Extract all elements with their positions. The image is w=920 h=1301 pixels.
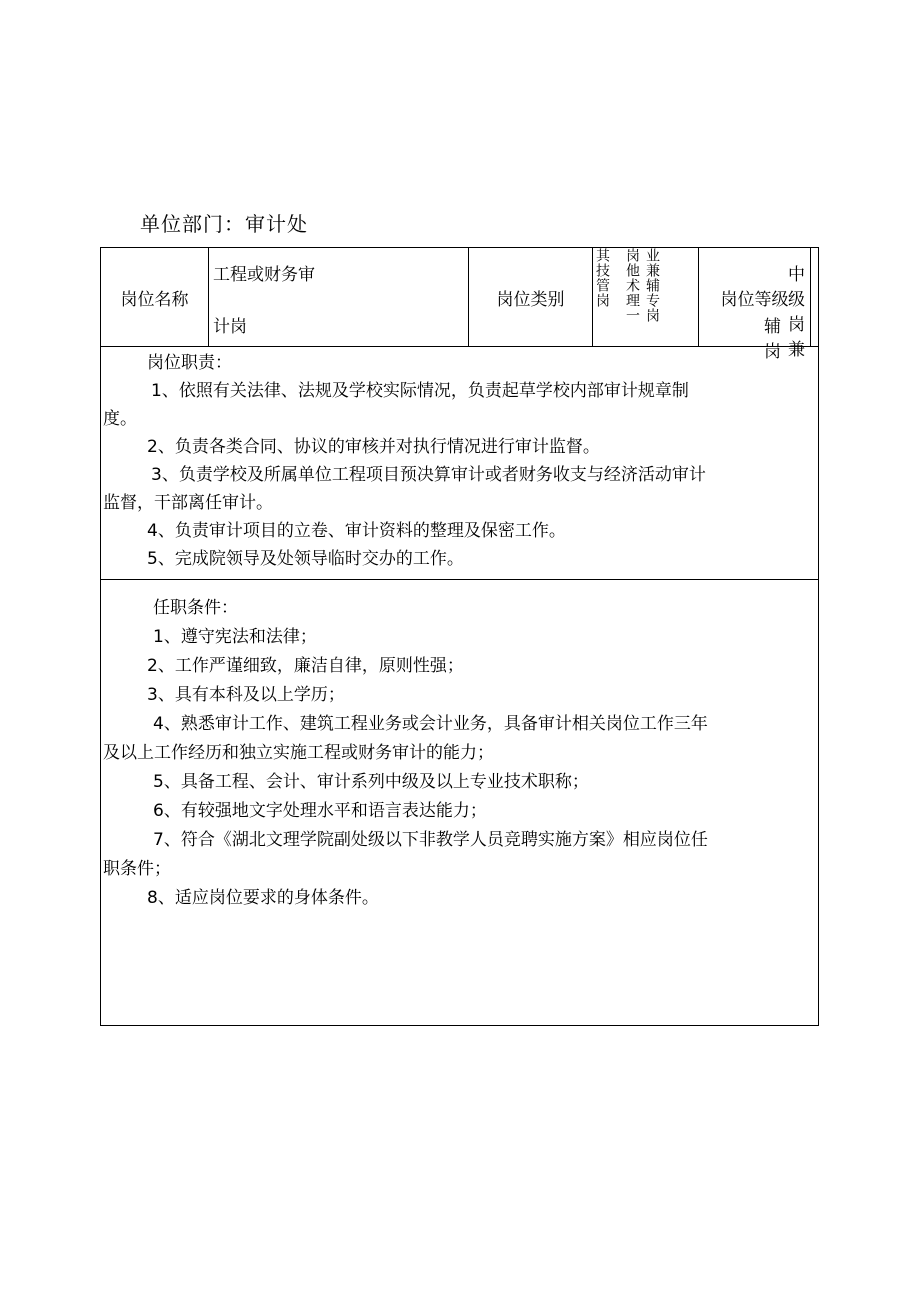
category-col3: 业兼辅专岗 (644, 248, 660, 323)
duty-line: 监督，干部离任审计。 (103, 493, 273, 513)
post-name-line1: 工程或财务审 (213, 265, 315, 285)
requirement-line: 5、具备工程、会计、审计系列中级及以上专业技术职称； (153, 772, 589, 792)
requirement-line: 及以上工作经历和独立实施工程或财务审计的能力； (103, 743, 494, 763)
job-table (100, 247, 819, 1026)
grade-label: 岗位等级 (699, 248, 811, 346)
category-label: 岗位类别 (469, 248, 593, 346)
duty-line: 2、负责各类合同、协议的审核并对执行情况进行审计监督。 (147, 437, 600, 457)
post-name-line2: 计岗 (213, 317, 247, 337)
requirement-line: 8、适应岗位要求的身体条件。 (147, 888, 379, 908)
requirement-line: 3、具有本科及以上学历； (147, 685, 345, 705)
duties-title: 岗位职责： (147, 353, 232, 373)
header-row (101, 248, 818, 362)
category-value (593, 248, 699, 346)
duty-line: 3、负责学校及所属单位工程项目预决算审计或者财务收支与经济活动审计 (151, 465, 706, 485)
post-name-label: 岗位名称 (101, 248, 209, 346)
requirement-line: 2、工作严谨细致，廉洁自律，原则性强； (147, 656, 464, 676)
requirement-line: 6、有较强地文字处理水平和语言表达能力； (153, 801, 487, 821)
category-col2: 岗他术理一 (624, 248, 640, 323)
department-title: 单位部门：审计处 (140, 212, 308, 236)
grade-value (764, 248, 819, 362)
grade-line2: 辅岗 (764, 317, 781, 362)
requirements-title: 任职条件： (153, 598, 238, 618)
grade-line1: 中级岗兼 (788, 265, 805, 360)
post-name-value (209, 248, 469, 346)
duty-line: 度。 (103, 409, 137, 429)
duty-line: 4、负责审计项目的立卷、审计资料的整理及保密工作。 (147, 521, 566, 541)
requirement-line: 7、符合《湖北文理学院副处级以下非教学人员竞聘实施方案》相应岗位任 (153, 830, 708, 850)
requirement-line: 职条件； (103, 859, 171, 879)
requirement-line: 4、熟悉审计工作、建筑工程业务或会计业务，具备审计相关岗位工作三年 (153, 714, 708, 734)
duties-section (101, 347, 818, 580)
duty-line: 5、完成院领导及处领导临时交办的工作。 (147, 549, 464, 569)
category-col1: 其技管岗 (594, 248, 610, 308)
duty-line: 1、依照有关法律、法规及学校实际情况，负责起草学校内部审计规章制 (151, 381, 689, 401)
requirement-line: 1、遵守宪法和法律； (153, 627, 317, 647)
